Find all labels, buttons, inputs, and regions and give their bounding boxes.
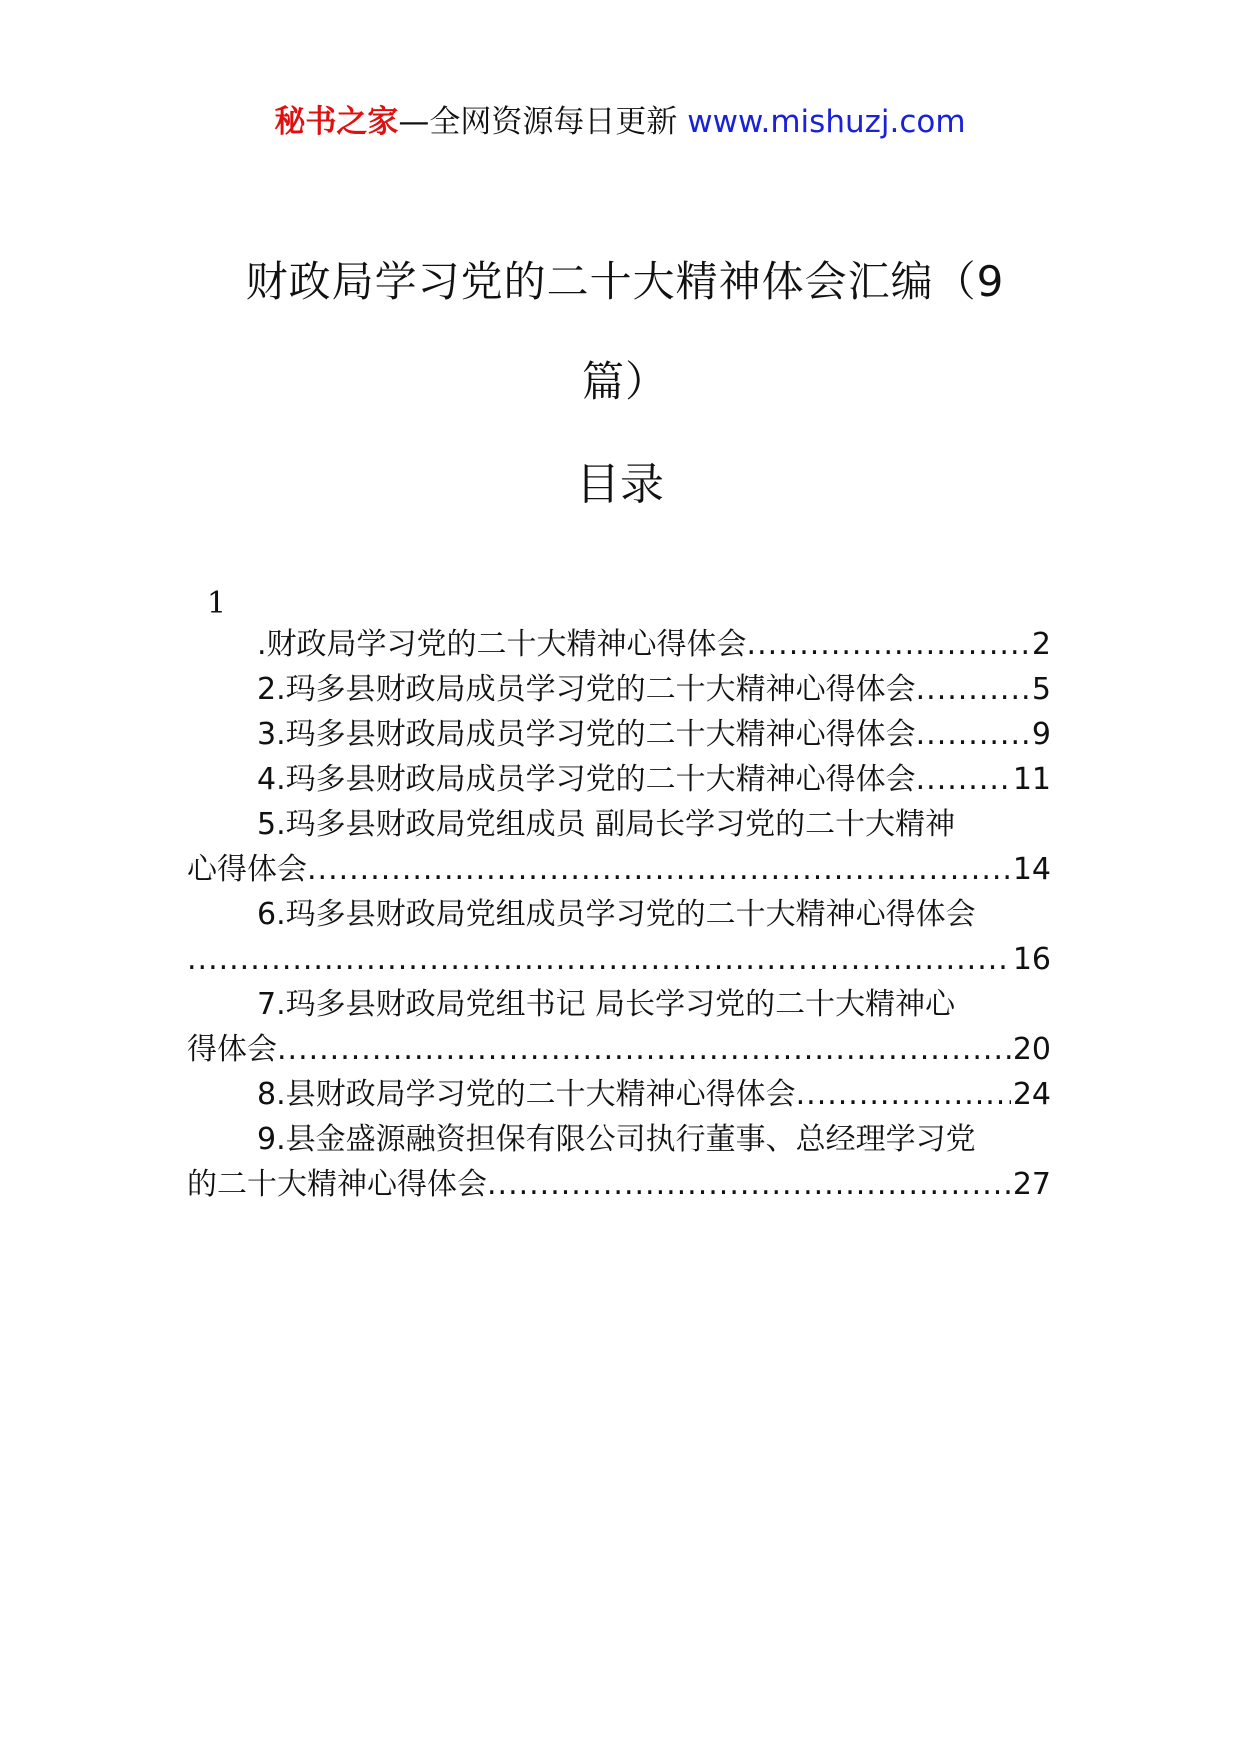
toc-entry[interactable] [187,622,1051,667]
toc-entry-continuation [187,937,1051,982]
toc-entry-text: 心得体会 [187,852,307,887]
toc-page-number: 16 [1012,942,1051,977]
toc-entry-text: 8.县财政局学习党的二十大精神心得体会 [257,1077,796,1112]
table-of-contents [187,622,1051,1207]
toc-entry-text: 的二十大精神心得体会 [187,1167,487,1202]
toc-entry-text: 5.玛多县财政局党组成员 副局长学习党的二十大精神 [257,807,956,842]
title-line-2: 篇） [581,357,668,406]
site-url-link[interactable]: www.mishuzj.com [687,104,966,140]
toc-leader-dots [277,1027,1011,1072]
toc-entry-line [187,1117,1051,1162]
toc-entry-line [187,802,1051,847]
toc-leader-dots [916,757,1011,802]
toc-leader-dots [187,937,1011,982]
toc-entry-text: 6.玛多县财政局党组成员学习党的二十大精神心得体会 [257,897,976,932]
toc-heading: 目录 [576,459,664,510]
toc-page-number: 14 [1012,852,1051,887]
toc-entry-text: 4.玛多县财政局成员学习党的二十大精神心得体会 [257,762,916,797]
toc-leader-dots [487,1162,1011,1207]
toc-entry-line [187,892,1051,937]
toc-entry[interactable] [187,1072,1051,1117]
toc-entry[interactable] [187,802,1051,892]
toc-entry-line [187,667,1051,712]
toc-page-number: 20 [1012,1032,1051,1067]
toc-entry-line [187,622,1051,667]
toc-entry-line [187,1072,1051,1117]
toc-entry[interactable] [187,982,1051,1072]
toc-entry-text: 得体会 [187,1032,277,1067]
toc-entry-continuation [187,847,1051,892]
brand-name: 秘书之家 [274,104,399,140]
toc-entry-text: 9.县金盛源融资担保有限公司执行董事、总经理学习党 [257,1122,976,1157]
toc-page-number: 2 [1031,627,1051,662]
toc-page-number: 27 [1012,1167,1051,1202]
toc-entry-text: .财政局学习党的二十大精神心得体会 [257,627,747,662]
toc-leader-dots [747,622,1030,667]
toc-page-number: 11 [1012,762,1051,797]
toc-entry-text: 3.玛多县财政局成员学习党的二十大精神心得体会 [257,717,916,752]
toc-entry[interactable] [187,712,1051,757]
title-line-1: 财政局学习党的二十大精神体会汇编（9 [245,257,1005,306]
toc-entry[interactable] [187,892,1051,982]
toc-entry-line [187,712,1051,757]
toc-leader-dots [307,847,1011,892]
toc-entry-line [187,982,1051,1027]
toc-entry-continuation [187,1027,1051,1072]
toc-page-number: 24 [1012,1077,1051,1112]
toc-entry[interactable] [187,1117,1051,1207]
toc-page-number: 9 [1031,717,1051,752]
toc-leader-dots [796,1072,1011,1117]
document-title [215,232,1035,432]
site-header [0,100,1240,144]
header-slogan: —全网资源每日更新 [398,104,688,140]
toc-leader-dots [916,712,1030,757]
toc-entry[interactable] [187,757,1051,802]
toc-entry-text: 7.玛多县财政局党组书记 局长学习党的二十大精神心 [257,987,956,1022]
toc-entry-line [187,757,1051,802]
stray-number-marker: 1 [207,586,227,621]
toc-entry[interactable] [187,667,1051,712]
toc-page-number: 5 [1031,672,1051,707]
toc-entry-continuation [187,1162,1051,1207]
toc-entry-text: 2.玛多县财政局成员学习党的二十大精神心得体会 [257,672,916,707]
toc-leader-dots [916,667,1030,712]
